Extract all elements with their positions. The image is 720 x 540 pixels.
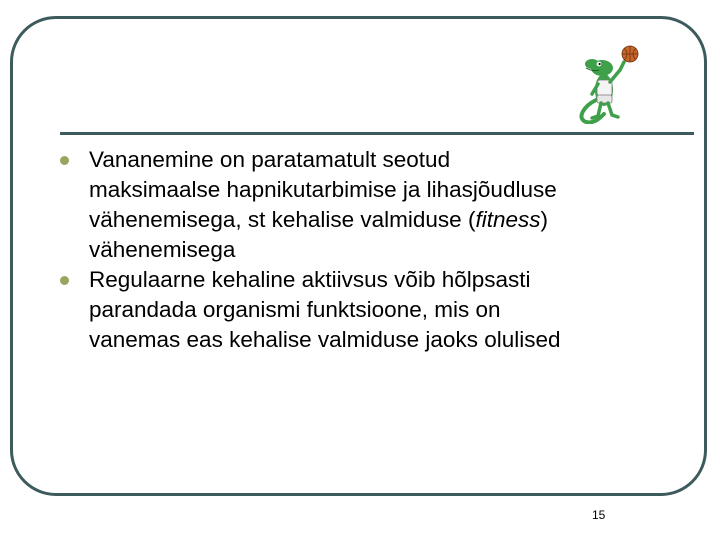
bullet-line: maksimaalse hapnikutarbimise ja lihasjõudluse [89, 177, 557, 202]
bullet-line: vanemas eas kehalise valmiduse jaoks olulised [89, 327, 561, 352]
page-number: 15 [592, 508, 606, 522]
bullet-line: parandada organismi funktsioone, mis on [89, 297, 501, 322]
lizard-with-basketball-icon [566, 40, 650, 124]
bullet-line: vähenemisega [89, 237, 236, 262]
bullet-line: Vananemine on paratamatult seotud [89, 147, 451, 172]
bullet-italic-term: fitness [475, 207, 541, 232]
bullet-text: vähenemisega, st kehalise valmiduse ( [89, 207, 476, 232]
bullet-marker [60, 156, 69, 165]
bullet-line [89, 205, 700, 235]
bullet-marker [60, 276, 69, 285]
bullet-item-aging [60, 145, 700, 265]
bullet-list [60, 145, 700, 355]
bullet-item-activity [60, 265, 700, 355]
title-divider [60, 132, 694, 135]
bullet-text: ) [540, 207, 548, 232]
bullet-line: Regulaarne kehaline aktiivsus võib hõlpsasti [89, 267, 531, 292]
